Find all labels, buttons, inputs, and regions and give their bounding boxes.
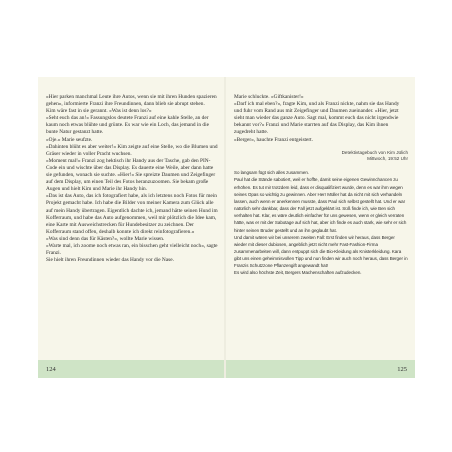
page-number: 125 bbox=[397, 366, 407, 373]
paragraph: Sie hielt ihren Freundinnen wieder das Handy vor die Nase. bbox=[46, 257, 174, 264]
paragraph: »Oje.« Marie seufzte. bbox=[46, 136, 93, 143]
paragraph: Marie schluckte. »Giftkanister!« bbox=[234, 94, 304, 100]
page-number: 124 bbox=[46, 366, 56, 373]
diary-entry: Paul hat die Stände sabotiert, weil er hoffte, damit seine eigenen Gewinnchancen zu erhöhen. Es tut mir trotzdem leid, dass er disqualifiziert wurde, denn es war ihm wegen seines Opas so wichtig zu gewinnen. Aber Herr Müller hat da nicht mit sich verhandeln lassen, auch wenn er anerkennen musste, dass Paul sich selbst gestellt hat. Und er war natürlich sehr dankbar, dass der Fall jetzt aufgeklärt ist. Süß finde ich, wie Ben sich verhalten hat. Klar, es wäre deutlich einfacher für uns gewesen, wenn er gleich verraten hätte, was er mit der Sabotage auf sich hat, aber ich finde es auch stark, wie sehr er sich hinter seinen Bruder gestellt und an ihn geglaubt hat. bbox=[234, 177, 407, 233]
diary-entry: So langsam fügt sich alles zusammen. bbox=[234, 170, 309, 176]
paragraph: »Darf ich mal eben?«, fragte Kim, und als Franzi nickte, nahm sie das Handy und fuhr vom Rand aus mit Zeigefinger und Daumen zueinander. »Hier, jetzt sieht man wieder das ganze Auto. Sagt mal, kommt euch das nicht irgendwie bekannt vor?« Franzi und Marie starrten auf das Display, das Kim ihnen zugedreht hatte. bbox=[234, 101, 400, 136]
paragraph: »Das ist das Auto, das ich fotografiert habe, als ich letztens noch Fotos für mein Projekt gemacht habe. Ich habe die Bilder von meiner Kamera zum Glück alle auf mein Handy übertragen. Eigentlich dachte ich, jemand hätte seinen Hund im Kofferraum, und habe das Auto aufgenommen, weil mir plötzlich die Idee kam, eine Karte mit Ausweichstrecken für Hundebesitzer zu zeichnen. Der Kofferraum stand offen, deshalb konnte ich direkt reinfotografieren.« bbox=[46, 193, 218, 235]
paragraph: »Dahinten blüht es aber weiter!« Kim zeigte auf eine Stelle, wo die Blumen und Gräser wieder in voller Pracht wuchsen. bbox=[46, 143, 218, 157]
diary-title: Detektivtagebuch von Kim Jülich bbox=[341, 149, 408, 155]
right-page-text bbox=[234, 94, 408, 277]
diary-entry: Und damit wären wir bei unserem zweiten Fall: Erst finden wir heraus, dass Berger wieder mit dieser dubiosen, angeblich jetzt nicht mehr Fast-Fashion-Firma zusammenarbeiten will, dann entpuppt sich die Bio-Kleidung als Knisterkleidung. Kara gibt uns einen geheimnisvollen Tipp und nun finden wir auch noch heraus, dass Berger in Franzis Schutzzone Pflanzengift angewandt hat! bbox=[234, 234, 408, 269]
paragraph: »Hier parken manchmal Leute ihre Autos, wenn sie mit ihren Hunden spazieren gehen«, informierte Franzi ihre Freundinnen, dann blieb sie abrupt stehen. bbox=[46, 94, 217, 108]
paragraph: »Seht euch das an!« Fassungslos deutete Franzi auf eine kahle Stelle, an der kaum noch etwas blühte und grünte. Es war wie ein Loch, das jemand in die bunte Natur gestanzt hatte. bbox=[46, 115, 209, 136]
paragraph: »Berger«, hauchte Franzi entgeistert. bbox=[234, 136, 313, 143]
diary-header bbox=[234, 150, 408, 163]
diary-entry: Es wird also höchste Zeit, Bergers Machenschaften aufzudecken. bbox=[234, 270, 362, 276]
left-page-text bbox=[46, 94, 220, 264]
paragraph: »Was sind denn das für Kästen?«, wollte Marie wissen. bbox=[46, 235, 165, 242]
diary-date: Mittwoch, 19:52 Uhr bbox=[367, 155, 408, 161]
paragraph: »Warte mal, ich zoome noch etwas ran, ein bisschen geht vielleicht noch«, sagte Franzi. bbox=[46, 242, 218, 257]
footer-band bbox=[226, 360, 415, 378]
paragraph: Kim wäre fast in sie gerannt. »Was ist denn los?« bbox=[46, 108, 152, 115]
right-page bbox=[226, 77, 415, 378]
footer-band bbox=[38, 360, 227, 378]
paragraph: »Moment mal!« Franzi zog hektisch ihr Handy aus der Tasche, gab den PIN-Code ein und wischte über das Display. Es dauerte eine Weile, aber dann hatte sie gefunden, wonach sie suchte. »Hier!« Sie spreizte Daumen und Zeigefinger auf dem Display, um einen Teil des Fotos heranzuzoomen. Sie bekam große Augen und hielt Kim und Marie ihr Handy hin. bbox=[46, 157, 216, 193]
left-page bbox=[38, 77, 227, 378]
